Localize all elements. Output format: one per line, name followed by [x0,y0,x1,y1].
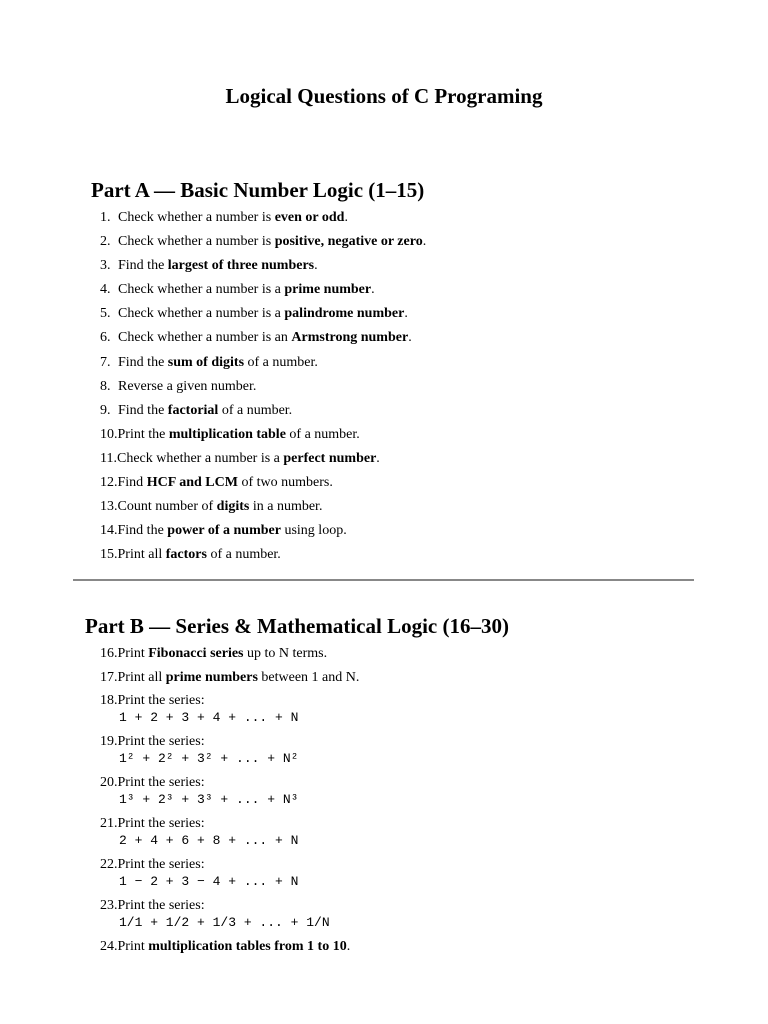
question-number: 24. [100,939,118,954]
question-keyword: positive, negative or zero [274,234,423,250]
question-keyword: Fibonacci series [148,646,244,661]
question-text: up to N terms. [243,646,328,661]
question-text: Check whether a number is a [118,306,285,322]
question-text: . [408,330,412,346]
question-number: 23. [100,898,118,913]
question-keyword: multiplication tables from 1 to 10 [148,939,347,954]
question-item [100,233,426,257]
question-item [100,856,359,897]
question-keyword: largest of three numbers [167,258,315,274]
part-b-question-list [100,645,359,962]
question-text: Print the [117,426,169,442]
question-number: 21. [100,816,118,831]
question-text: of a number. [285,426,360,442]
question-text: . [404,306,408,322]
question-keyword: factors [165,547,207,563]
question-text: Check whether a number is a [116,450,284,466]
question-number: 9. [100,402,111,418]
question-text: Find the [118,402,168,418]
series-expression: 1³ + 2³ + 3³ + ... + N³ [119,792,299,807]
question-item [100,669,359,693]
question-text: . [344,210,348,225]
question-text: Print the series: [117,693,205,708]
question-text: Find the [118,258,168,274]
question-number: 2. [100,234,111,250]
series-expression: 1 − 2 + 3 − 4 + ... + N [119,874,299,889]
question-number: 11. [100,450,117,466]
question-text: Print [117,646,149,661]
question-text: of a number. [218,402,293,418]
question-number: 14. [100,523,118,539]
series-expression: 1 + 2 + 3 + 4 + ... + N [119,710,299,725]
question-item [100,474,426,498]
question-number: 10. [100,426,118,442]
question-number: 1. [100,210,111,225]
question-item [100,692,359,733]
question-text: Find the [117,523,168,539]
part-a-question-list [100,209,426,570]
question-item [100,645,359,669]
question-number: 12. [100,475,118,491]
question-number: 8. [100,378,111,394]
question-item [100,450,426,474]
question-text: Check whether a number is an [118,330,292,346]
question-item [100,281,426,305]
question-number: 22. [100,857,118,872]
question-number: 16. [100,646,118,661]
question-keyword: multiplication table [168,426,286,442]
question-number: 20. [100,775,118,790]
question-text: of a number. [206,547,281,563]
question-number: 17. [100,669,118,685]
question-item [100,209,426,233]
question-number: 5. [100,306,111,322]
part-b-heading: Part B — Series & Mathematical Logic (16–30) [85,614,509,638]
question-text: Find the [118,354,168,370]
question-text: . [376,450,380,466]
question-text: Print [117,939,149,954]
question-text: Count number of [117,499,217,515]
question-text: in a number. [249,499,323,515]
series-expression: 2 + 4 + 6 + 8 + ... + N [119,833,299,848]
question-number: 4. [100,282,111,298]
question-text: . [346,939,351,954]
question-item [100,378,426,402]
question-item [100,257,426,281]
question-number: 19. [100,734,118,749]
question-text: of two numbers. [237,475,333,491]
question-text: Print the series: [117,775,205,790]
question-keyword: prime number [284,282,372,298]
question-item [100,815,359,856]
question-text: Print the series: [117,734,205,749]
question-text: . [314,258,318,274]
series-expression: 1² + 2² + 3² + ... + N² [119,751,299,766]
section-divider [73,579,694,581]
question-text: Reverse a given number. [118,378,257,394]
question-keyword: even or odd [274,210,345,225]
page-title: Logical Questions of C Programing [225,84,543,108]
question-item [100,354,426,378]
question-text: Check whether a number is [118,210,275,225]
question-keyword: power of a number [167,523,281,539]
question-text: of a number. [244,354,318,370]
part-a-heading: Part A — Basic Number Logic (1–15) [91,178,425,202]
question-item [100,329,426,353]
question-text: using loop. [280,523,347,539]
question-text: Print the series: [117,898,205,913]
question-keyword: perfect number [283,450,377,466]
question-item [100,546,426,570]
question-number: 15. [100,547,118,563]
question-item [100,774,359,815]
series-expression: 1/1 + 1/2 + 1/3 + ... + 1/N [119,915,330,930]
question-number: 6. [100,330,111,346]
question-number: 18. [100,693,118,708]
question-text: Print the series: [117,816,205,831]
question-text: Check whether a number is a [118,282,285,298]
question-text: Print all [117,547,166,563]
question-keyword: Armstrong number [291,330,409,346]
question-text: . [371,282,375,298]
question-keyword: digits [216,499,250,515]
question-keyword: HCF and LCM [146,475,238,491]
question-item [100,426,426,450]
question-number: 13. [100,499,118,515]
question-text: Print the series: [117,857,205,872]
question-keyword: palindrome number [284,306,405,322]
question-keyword: prime numbers [165,669,258,685]
question-item [100,305,426,329]
question-keyword: factorial [167,402,219,418]
question-text: Find [117,475,147,491]
question-text: Print all [117,669,166,685]
question-item [100,522,426,546]
question-text: between 1 and N. [257,669,360,685]
question-item [100,402,426,426]
question-text: Check whether a number is [118,234,275,250]
question-item [100,938,359,962]
question-text: . [422,234,427,250]
question-number: 3. [100,258,111,274]
question-keyword: sum of digits [167,354,245,370]
question-item [100,498,426,522]
question-item [100,733,359,774]
question-number: 7. [100,354,111,370]
question-item [100,897,359,938]
